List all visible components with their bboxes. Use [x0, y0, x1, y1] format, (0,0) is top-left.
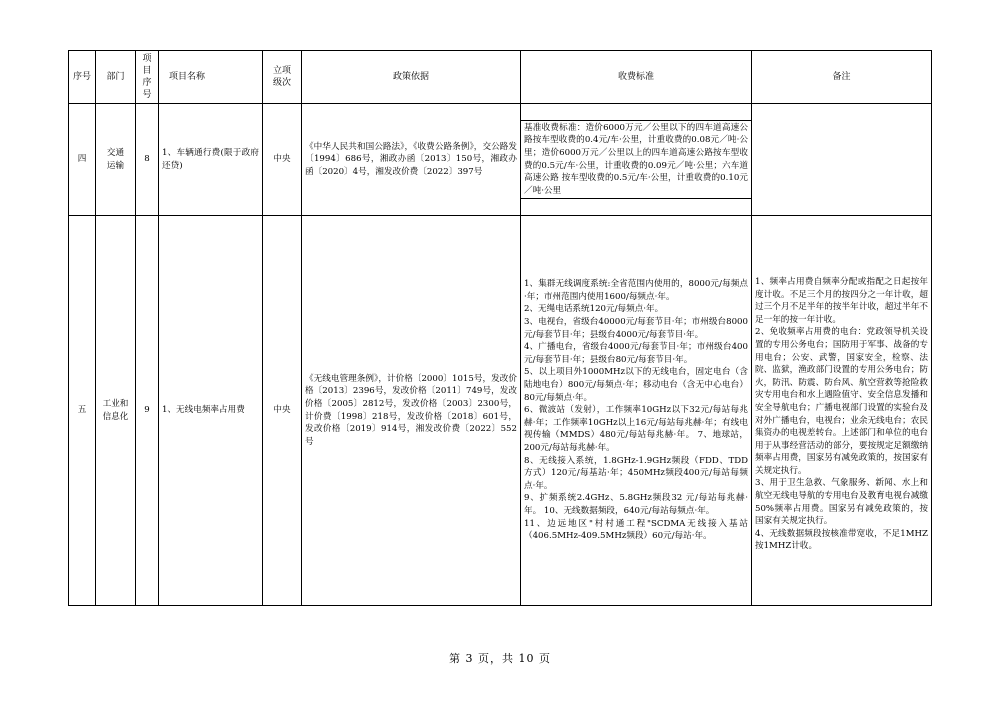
note-line: 3、用于卫生急救、气象服务、新闻、水上和航空无线电导航的专用电台及教育电视台减缴50%频率占用费。国家另有减免政策的，按国家有关规定执行。: [755, 478, 928, 527]
fee-text-box: [521, 120, 751, 200]
row-seq: 五: [69, 216, 96, 606]
fee-line: 1、集群无线调度系统:全省范围内使用的，8000元/每频点·年；市州范围内使用1600/每频点·年。: [524, 279, 748, 302]
fee-line: 基准收费标准：造价6000万元／公里以下的四车道高速公路按车型收费的0.4元/车·公里，计重收费的0.08元／吨·公里；造价6000万元／公里以上的四车道高速公路按车型收费的0.5元/车·公里，计重收费的0.09元／吨·公里；六车道高速公路 按车型收费的0.5元/车·公里，计重收费的0.10元／吨·公里: [524, 122, 748, 196]
note-line: 4、无线数据频段按核准带宽收，不足1MHZ按1MHZ计收。: [755, 528, 928, 552]
row-notes: [752, 216, 932, 606]
row-item-name: 1、车辆通行费(限于政府还贷): [159, 104, 263, 216]
fee-line: 8、无线接入系统，1.8GHz-1.9GHz频段（FDD、TDD方式）120元/每基站·年；450MHz频段400元/每站每频点·年。: [524, 455, 748, 491]
table-row: [69, 104, 932, 216]
header-notes: 备注: [752, 51, 932, 104]
row-policy: 《中华人民共和国公路法》，《收费公路条例》，交公路发〔1994〕686号，湘政办函〔2013〕150号，湘政办函〔2020〕4号，湘发改价费〔2022〕397号: [302, 104, 521, 216]
note-line: 1、频率占用费自频率分配或指配之日起按年度计收。不足三个月的按四分之一年计收，超过三个月不足半年的按半年计收，超过半年不足一年的按一年计收。: [755, 276, 928, 325]
row-seq: 四: [69, 104, 96, 216]
row-fee: [521, 104, 752, 216]
header-seq: 序号: [69, 51, 96, 104]
page-number: 第 3 页，共 10 页: [449, 652, 551, 665]
header-policy: 政策依据: [302, 51, 521, 104]
row-item-seq: 8: [136, 104, 159, 216]
fee-line: 11、边远地区"村村通工程"SCDMA无线接入基站（406.5MHz-409.5MHz频段）60元/每站·年。: [524, 518, 748, 542]
row-fee: [521, 216, 752, 606]
table-row: [69, 216, 932, 606]
fee-line: 3、电视台，省级台40000元/每套节目·年；市州级台8000元/每套节目·年；县级台4000元/每套节目·年。: [524, 317, 748, 340]
fee-table: [68, 50, 932, 606]
header-level: 立项 级次: [263, 51, 302, 104]
fee-line: 9、扩频系统2.4GHz、5.8GHz频段32 元/每站每兆赫·年。 10、无线数据频段，640元/每站每频点·年。: [524, 493, 748, 516]
fee-line: 4、广播电台，省级台4000元/每套节目·年；市州级台400元/每套节目·年；县级台80元/每套节目·年。: [524, 342, 748, 365]
fee-line: 5、以上项目外1000MHz以下的无线电台，固定电台（含陆地电台）800元/每频点·年；移动电台（含无中心电台）80元/每频点·年。: [524, 367, 748, 403]
row-level: 中央: [263, 216, 302, 606]
row-dept: 交通 运输: [96, 104, 136, 216]
header-dept: 部门: [96, 51, 136, 104]
fee-line: 6、微波站（发射），工作频率10GHz以下32元/每站每兆赫·年；工作频率10GHz以上16元/每站每兆赫·年；有线电视传输（MMDS）480元/每站每兆赫·年。 7、地球站，200元/每站每兆赫·年。: [524, 405, 748, 453]
header-item-seq: 项目 序号: [136, 51, 159, 104]
row-level: 中央: [263, 104, 302, 216]
row-item-name: 1、无线电频率占用费: [159, 216, 263, 606]
header-item-name: 项目名称: [159, 51, 263, 104]
header-fee: 收费标准: [521, 51, 752, 104]
row-notes: [752, 104, 932, 216]
row-item-seq: 9: [136, 216, 159, 606]
fee-line: 2、无绳电话系统120元/每频点·年。: [524, 304, 664, 315]
row-policy: 《无线电管理条例》，计价格〔2000〕1015号，发改价格〔2013〕2396号，发改价格〔2011〕749号，发改价格〔2005〕2812号，发改价格〔2003〕2300号，计价费〔1998〕218号，发改价格〔2018〕601号，发改价格〔2019〕914号，湘发改价费〔2022〕552号: [302, 216, 521, 606]
note-line: 2、免收频率占用费的电台：党政领导机关设置的专用公务电台；国防用于军事、战备的专用电台；公安、武警，国家安全，检察、法院、监狱，渔政部门设置的专用公务电台；防火，防汛、防震、防台风、航空营救等抢险救灾专用电台和水上遇险值守、安全信息发播和安全导航电台；广播电视部门设置的实验台及对外广播电台，电视台；业余无线电台；农民集资办的电视差转台。上述部门和单位的电台用于从事经营活动的部分，要按规定足额缴纳频率占用费，国家另有减免政策的，按国家有关规定执行。: [755, 327, 928, 476]
row-dept: 工业和 信息化: [96, 216, 136, 606]
table-header-row: [69, 51, 932, 104]
